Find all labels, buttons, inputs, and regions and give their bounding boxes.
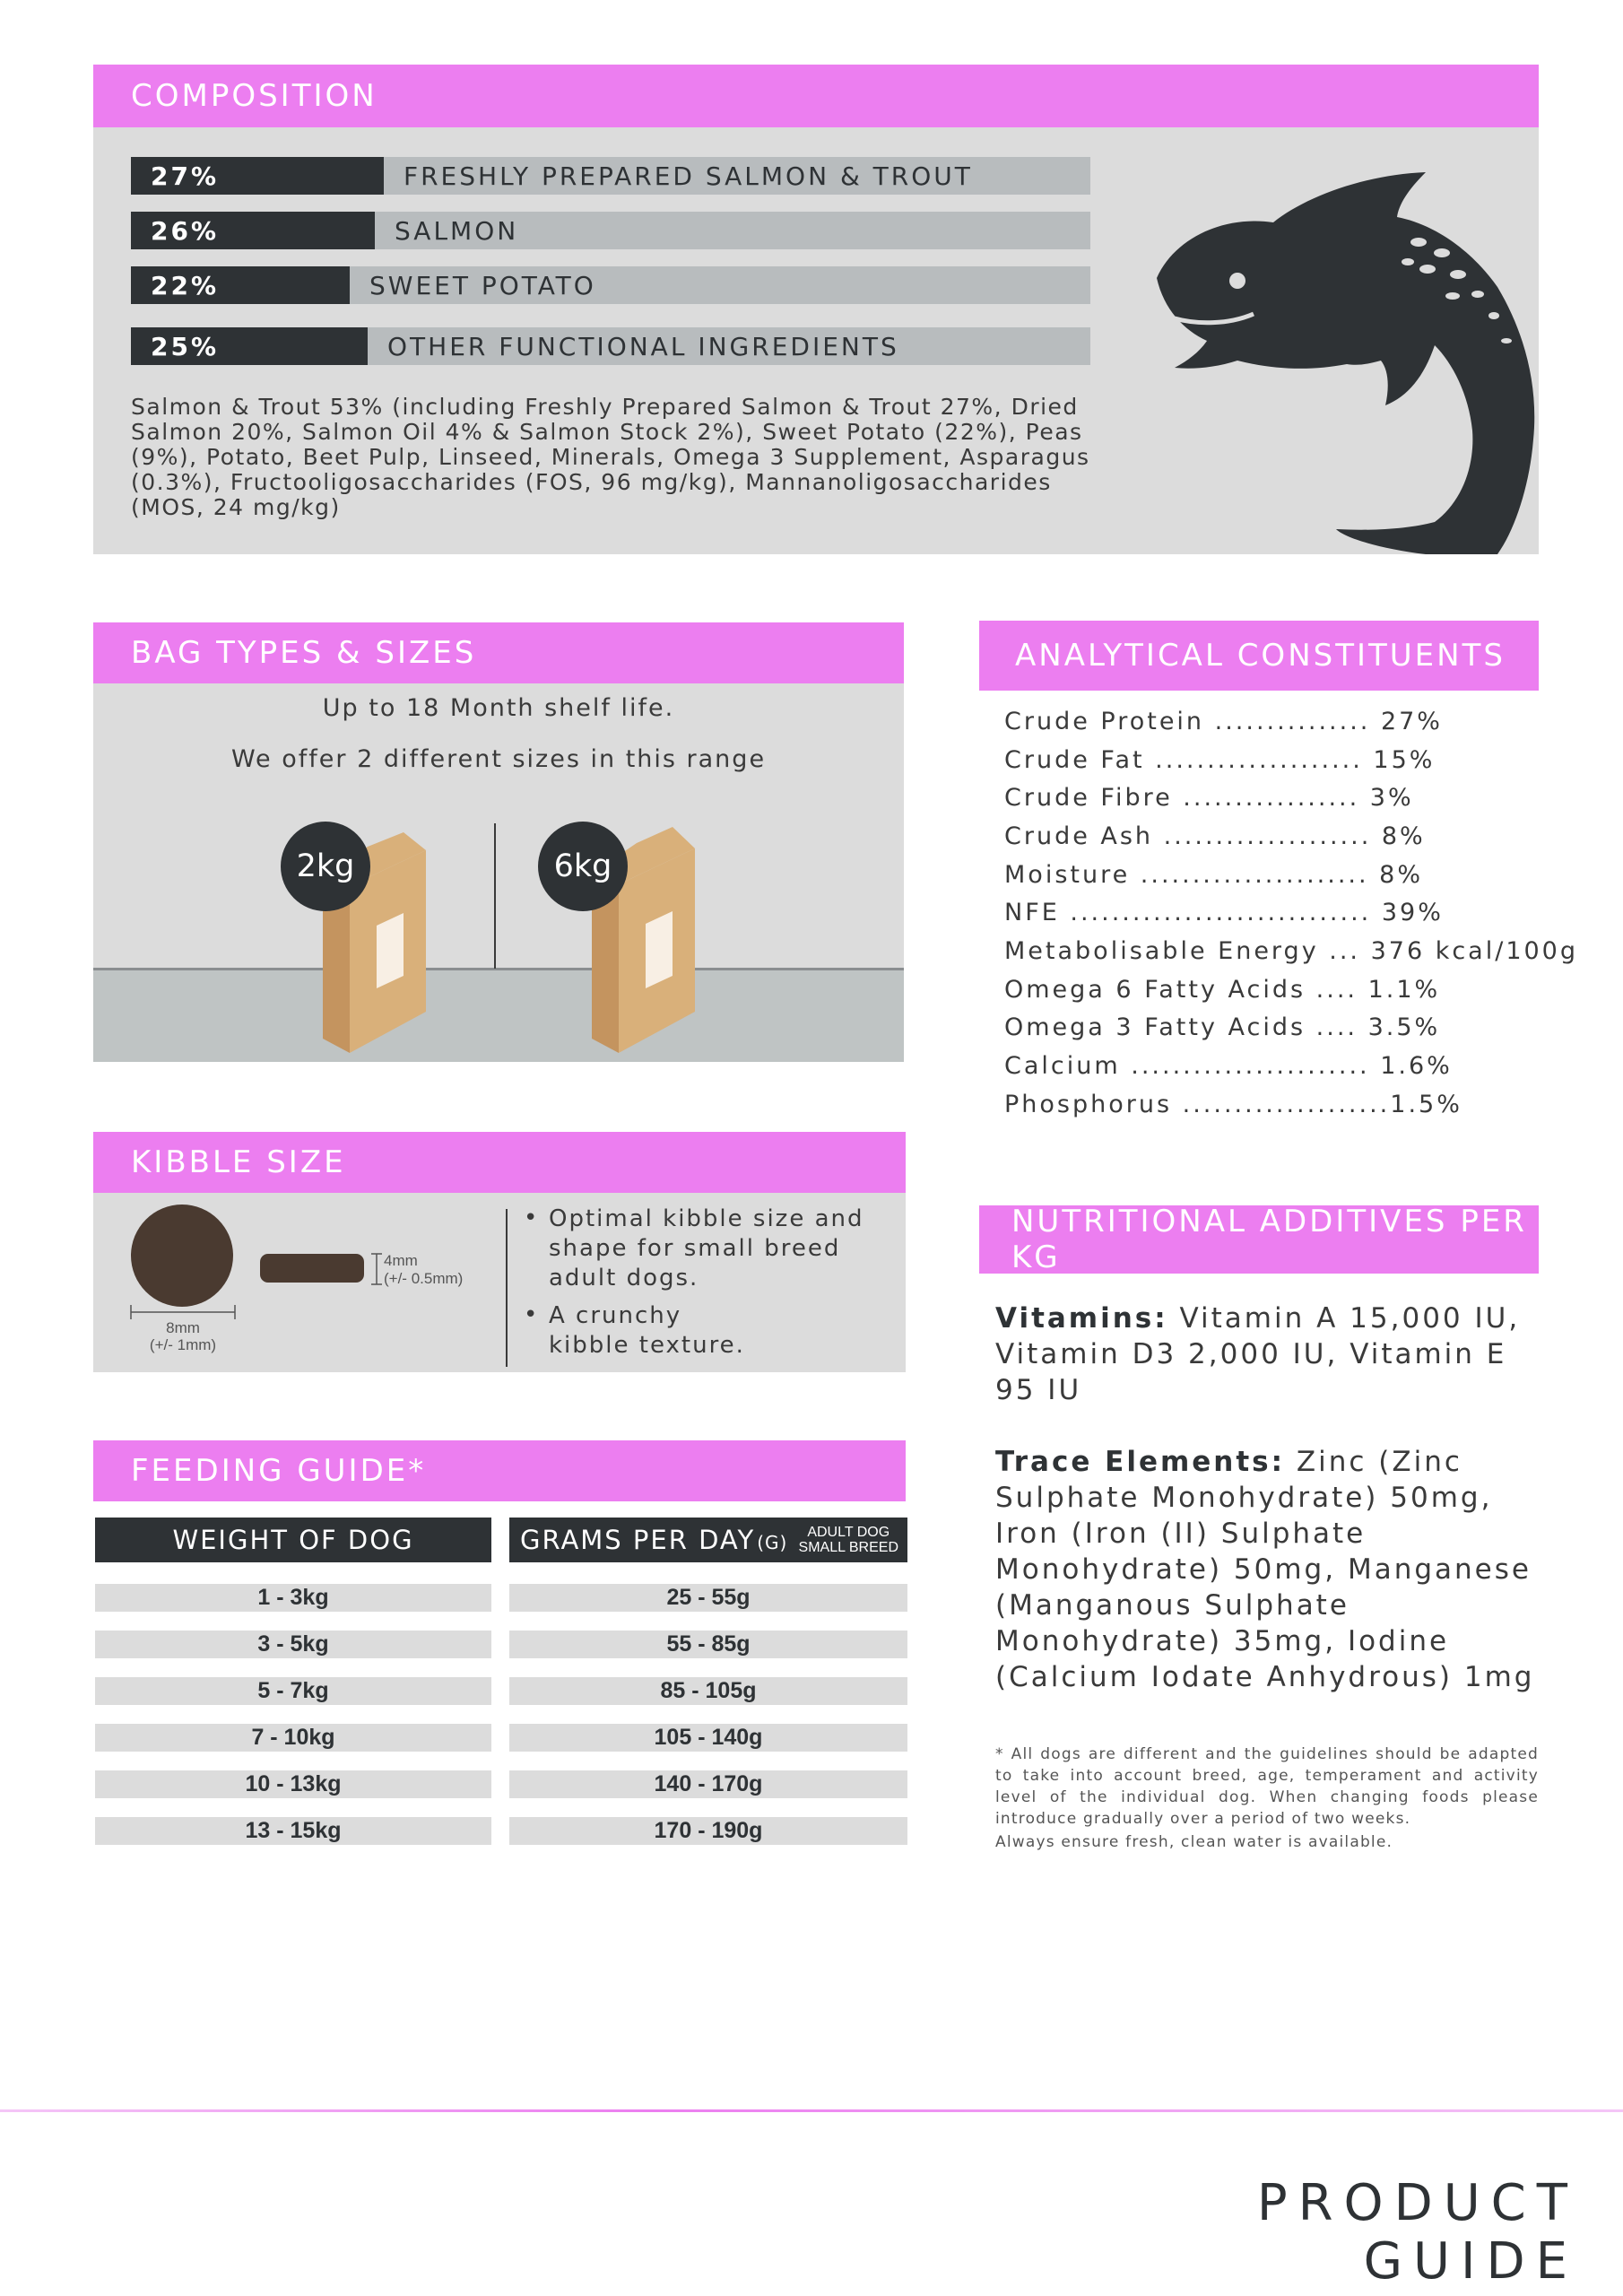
composition-title: COMPOSITION xyxy=(93,65,1539,127)
bullet-dot: • xyxy=(524,1205,538,1231)
feeding-note-line2: SMALL BREED xyxy=(798,1540,898,1555)
trace-elements-block xyxy=(995,1444,1551,1695)
feeding-grams-cell: 55 - 85g xyxy=(509,1631,907,1658)
kibble-side-icon xyxy=(260,1254,364,1283)
feeding-weight-cell: 10 - 13kg xyxy=(95,1770,491,1798)
kibble-bullet: Optimal kibble size and shape for small breed adult dogs. xyxy=(549,1205,864,1292)
analytical-row: Metabolisable Energy ... 376 kcal/100g xyxy=(1004,937,1578,965)
kibble-diameter-marker xyxy=(129,1305,237,1319)
feeding-note-line1: ADULT DOG xyxy=(807,1525,890,1540)
size-badge-6kg: 6kg xyxy=(538,822,628,911)
analytical-row: Crude Fibre ................. 3% xyxy=(1004,784,1414,812)
composition-percent: 25% xyxy=(131,327,368,365)
size-badge-2kg: 2kg xyxy=(281,822,370,911)
shelf-life-text: Up to 18 Month shelf life. xyxy=(322,694,675,722)
vitamins-text: Vitamin A 15,000 IU, Vitamin D3 2,000 IU, Vitamin E 95 IU xyxy=(995,1302,1521,1406)
composition-row xyxy=(131,157,1090,195)
feeding-weight-cell: 7 - 10kg xyxy=(95,1724,491,1752)
trace-label: Trace Elements: xyxy=(995,1446,1286,1478)
feeding-grams-cell: 140 - 170g xyxy=(509,1770,907,1798)
feeding-header-note xyxy=(799,1525,898,1555)
feeding-header-grams-label: GRAMS PER DAY xyxy=(520,1525,756,1555)
vitamins-label: Vitamins: xyxy=(995,1302,1168,1335)
feeding-header-weight xyxy=(95,1518,491,1562)
analytical-row: Crude Protein ............... 27% xyxy=(1004,708,1443,735)
feeding-grams-cell: 170 - 190g xyxy=(509,1817,907,1845)
composition-ingredient: OTHER FUNCTIONAL INGREDIENTS xyxy=(368,327,1090,365)
feeding-weight-cell: 1 - 3kg xyxy=(95,1584,491,1612)
composition-row xyxy=(131,266,1090,304)
analytical-row: Crude Ash .................... 8% xyxy=(1004,822,1426,850)
feeding-header-grams-unit: (G) xyxy=(757,1532,788,1553)
additives-title: NUTRITIONAL ADDITIVES PER KG xyxy=(979,1205,1539,1274)
kibble-diameter-tolerance: (+/- 1mm) xyxy=(149,1336,217,1353)
kibble-title: KIBBLE SIZE xyxy=(93,1132,906,1193)
wall-divider xyxy=(494,823,496,969)
floor-line xyxy=(93,968,904,970)
analytical-row: Calcium ....................... 1.6% xyxy=(1004,1052,1453,1080)
feeding-weight-cell: 3 - 5kg xyxy=(95,1631,491,1658)
composition-percent: 27% xyxy=(131,157,384,195)
footnote-water: Always ensure fresh, clean water is available. xyxy=(995,1833,1393,1851)
kibble-thickness-marker xyxy=(371,1252,382,1286)
composition-ingredient: SALMON xyxy=(375,212,1090,249)
composition-ingredient: FRESHLY PREPARED SALMON & TROUT xyxy=(384,157,1090,195)
composition-percent: 26% xyxy=(131,212,375,249)
composition-percent: 22% xyxy=(131,266,350,304)
feeding-title: FEEDING GUIDE* xyxy=(93,1440,906,1501)
kibble-thickness: 4mm xyxy=(384,1252,418,1269)
analytical-row: NFE ............................. 39% xyxy=(1004,899,1444,926)
bag-title: BAG TYPES & SIZES xyxy=(93,622,904,683)
vitamins-block xyxy=(995,1300,1551,1408)
fish-icon xyxy=(1139,161,1539,554)
analytical-row: Phosphorus ....................1.5% xyxy=(1004,1091,1462,1118)
trace-text: Zinc (Zinc Sulphate Monohydrate) 50mg, Iron (Iron (II) Sulphate Monohydrate) 50mg, Manganese (Manganous Sulphate Monohydrate) 35mg, Iodine (Calcium Iodate Anhydrous) 1mg xyxy=(995,1446,1535,1693)
footnote-text: * All dogs are different and the guidelines should be adapted to take into account breed, age, temperament and activity level of the individual dog. When changing foods please introduce gradually over a period of two weeks. xyxy=(995,1745,1539,1828)
composition-row xyxy=(131,327,1090,365)
footer-title: PRODUCT GUIDE xyxy=(1256,2174,1578,2291)
feeding-header-grams xyxy=(509,1518,907,1562)
analytical-row: Moisture ...................... 8% xyxy=(1004,861,1424,889)
feeding-header-weight-label: WEIGHT OF DOG xyxy=(172,1525,414,1555)
kibble-divider xyxy=(506,1209,508,1367)
kibble-round-icon xyxy=(131,1205,233,1307)
kibble-diameter: 8mm xyxy=(166,1319,200,1336)
composition-ingredient: SWEET POTATO xyxy=(350,266,1090,304)
analytical-title: ANALYTICAL CONSTITUENTS xyxy=(979,621,1539,691)
kibble-thickness-tolerance: (+/- 0.5mm) xyxy=(384,1270,464,1287)
footer-divider xyxy=(0,2109,1623,2112)
kibble-bullet: A crunchy kibble texture. xyxy=(549,1302,745,1359)
feeding-grams-cell: 85 - 105g xyxy=(509,1677,907,1705)
composition-row xyxy=(131,212,1090,249)
sizes-text: We offer 2 different sizes in this range xyxy=(230,745,767,773)
composition-description: Salmon & Trout 53% (including Freshly Prepared Salmon & Trout 27%, Dried Salmon 20%, Salmon Oil 4% & Salmon Stock 2%), Sweet Potato (22%), Peas (9%), Potato, Beet Pulp, Linseed, Minerals, Omega 3 Supplement, Asparagus (0.3%), Fructooligosaccharides (FOS, 96 mg/kg), Mannanoligosaccharides (MOS, 24 mg/kg) xyxy=(131,394,1090,520)
feeding-grams-cell: 25 - 55g xyxy=(509,1584,907,1612)
analytical-row: Omega 6 Fatty Acids .... 1.1% xyxy=(1004,976,1441,1004)
feeding-grams-cell: 105 - 140g xyxy=(509,1724,907,1752)
bullet-dot: • xyxy=(524,1301,538,1328)
analytical-row: Omega 3 Fatty Acids .... 3.5% xyxy=(1004,1013,1441,1041)
bag-floor xyxy=(93,969,904,1062)
feeding-weight-cell: 5 - 7kg xyxy=(95,1677,491,1705)
feeding-weight-cell: 13 - 15kg xyxy=(95,1817,491,1845)
analytical-row: Crude Fat .................... 15% xyxy=(1004,746,1436,774)
